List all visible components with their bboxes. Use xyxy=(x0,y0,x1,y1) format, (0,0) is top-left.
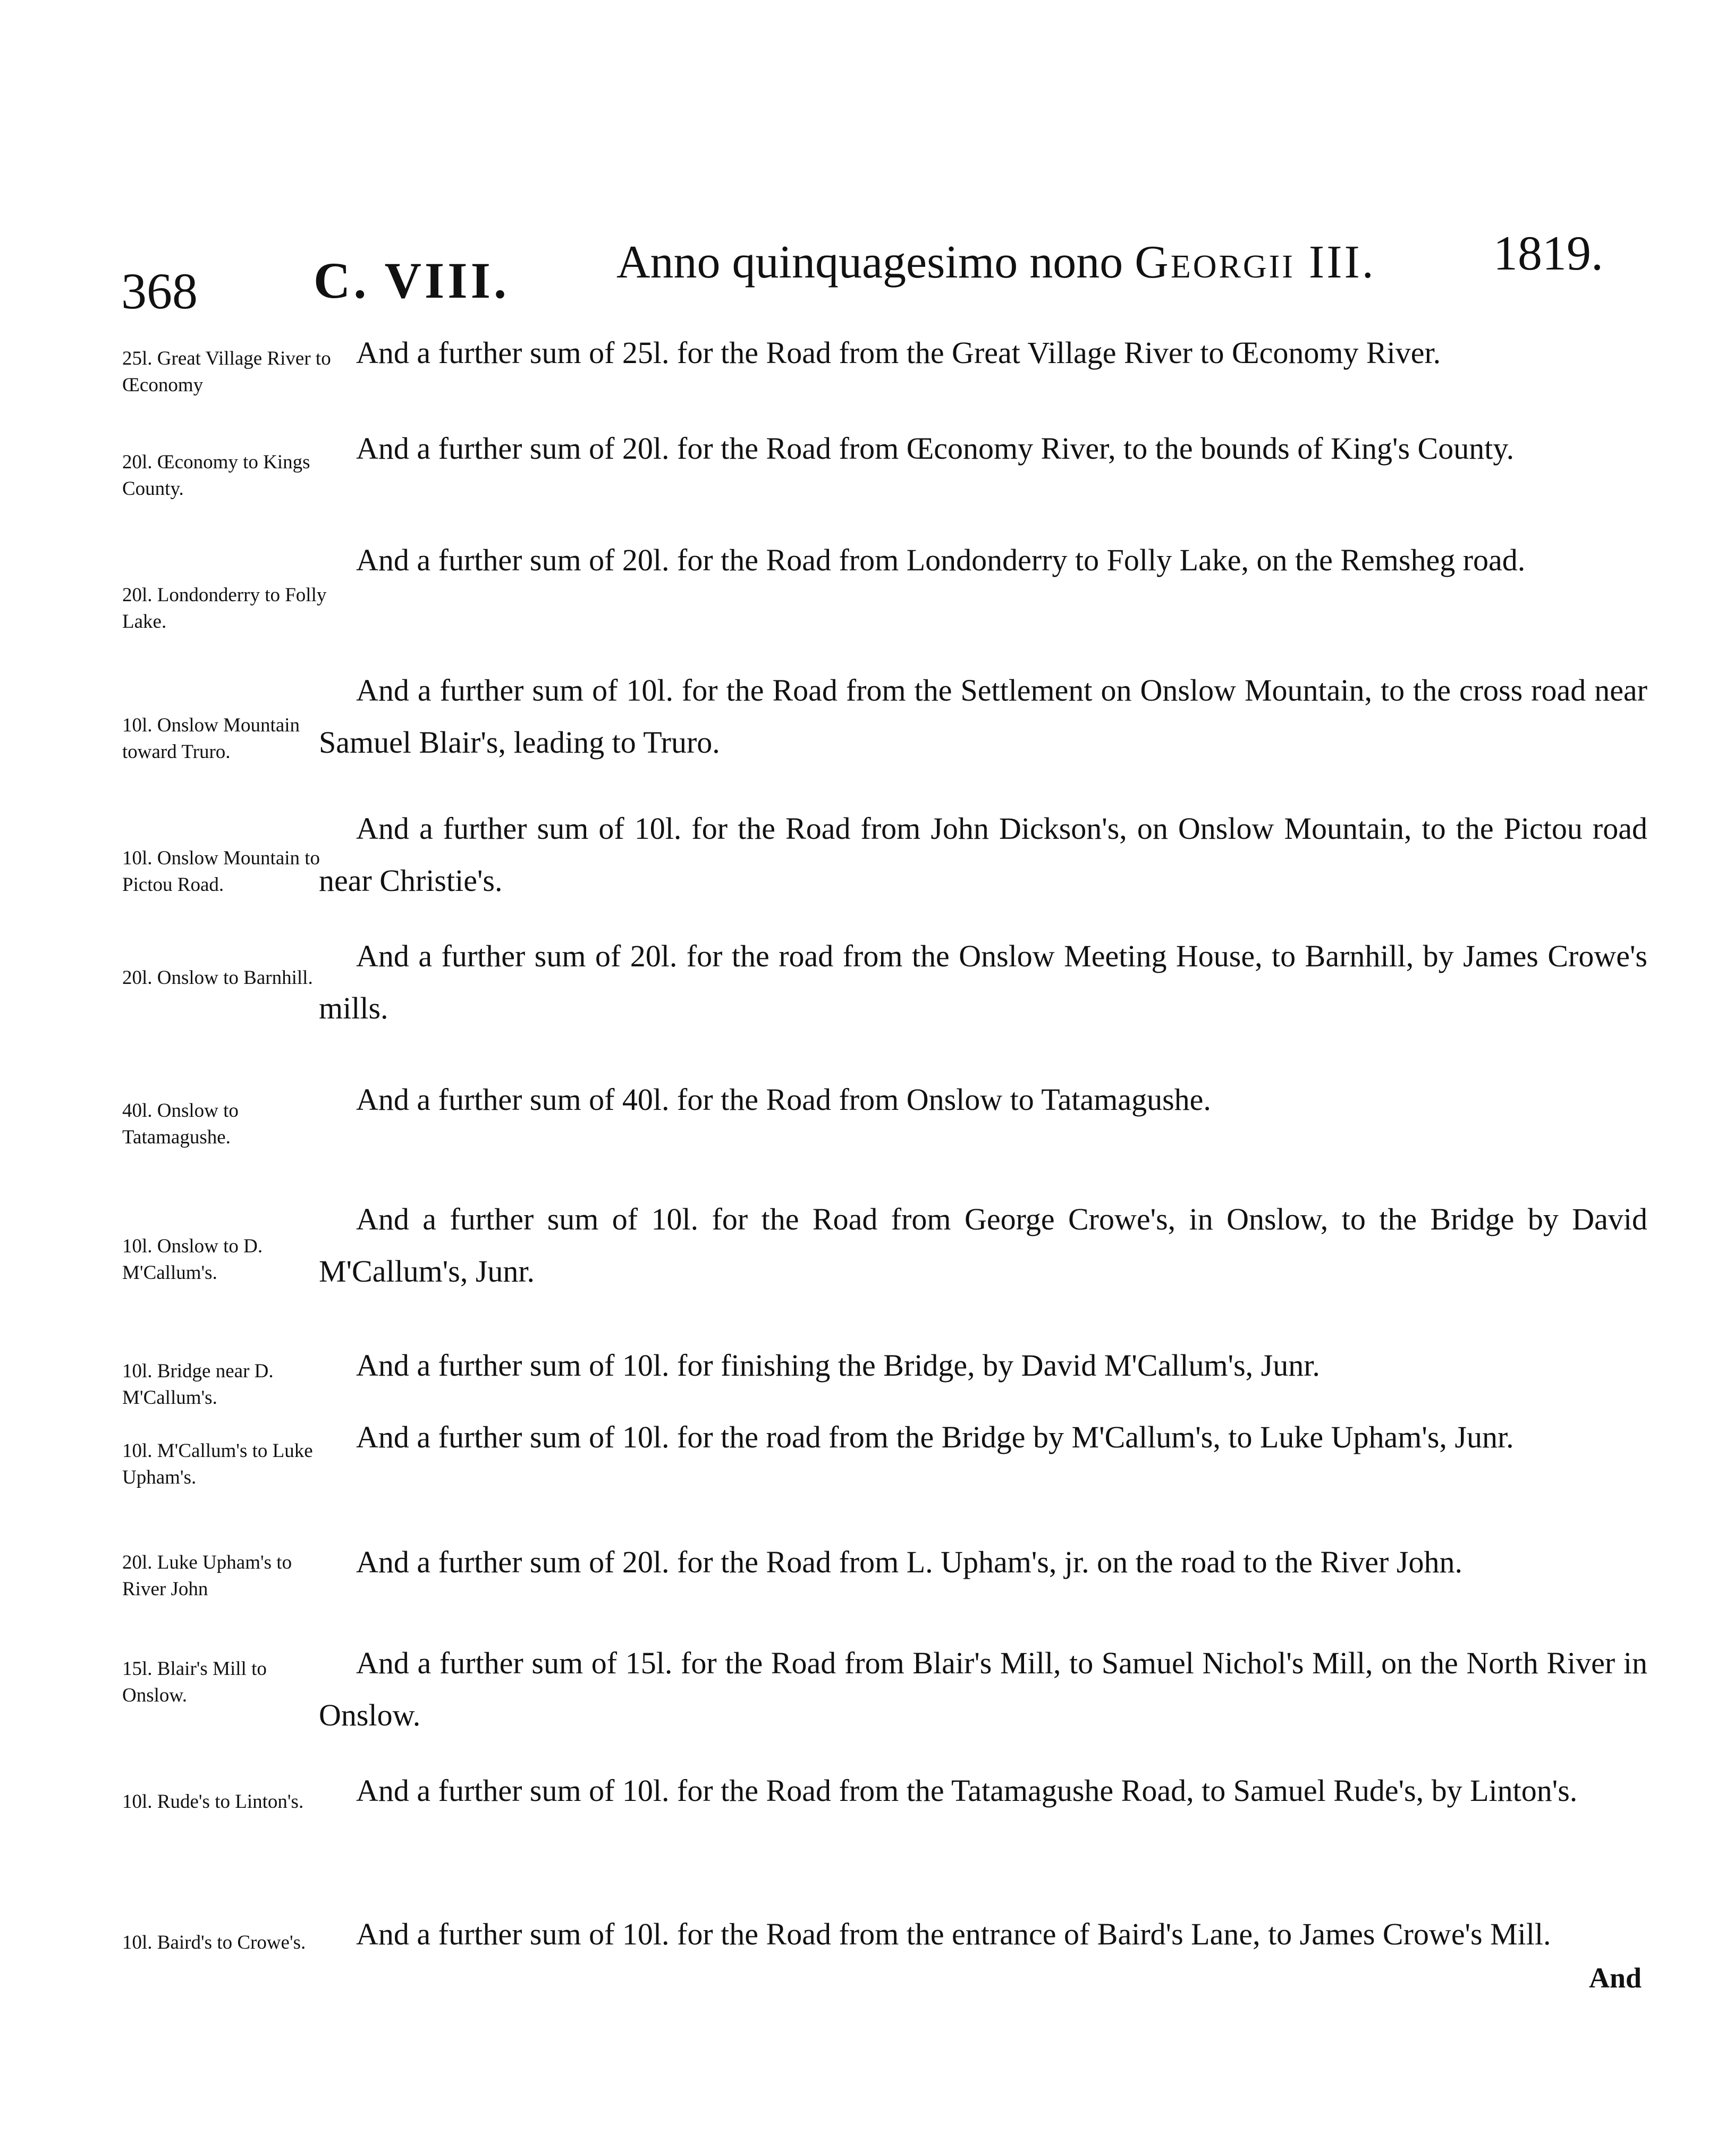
margin-note: 10l. Onslow Mountain toward Truro. xyxy=(122,714,300,763)
entry-paragraph: And a further sum of 10l. for the Road from the entrance of Baird's Lane, to James Crowe's Mill. xyxy=(356,1917,1551,1951)
entry-paragraph: And a further sum of 10l. for the Road from George Crowe's, in Onslow, to the Bridge by David M'Callum's, Junr. xyxy=(319,1202,1647,1288)
entry-paragraph: And a further sum of 10l. for the Road from the Settlement on Onslow Mountain, to the cross road near Samuel Blair's, leading to Truro. xyxy=(319,673,1647,760)
entry-paragraph: And a further sum of 10l. for the Road from John Dickson's, on Onslow Mountain, to the Pictou road near Christie's. xyxy=(319,811,1647,898)
running-title xyxy=(616,239,1376,286)
running-title-caps: Georgii III. xyxy=(1135,237,1376,288)
margin-note: 40l. Onslow to Tatamagushe. xyxy=(122,1100,239,1148)
entry-paragraph: And a further sum of 20l. for the Road from L. Upham's, jr. on the road to the River John. xyxy=(356,1545,1462,1579)
margin-note: 10l. Onslow Mountain to Pictou Road. xyxy=(122,847,320,896)
entry-paragraph: And a further sum of 20l. for the Road from Londonderry to Folly Lake, on the Remsheg road. xyxy=(356,543,1526,577)
margin-note: 20l. Onslow to Barnhill. xyxy=(122,967,313,989)
running-title-main: Anno quinquagesimo nono xyxy=(616,237,1135,288)
entry-paragraph: And a further sum of 20l. for the Road from Œconomy River, to the bounds of King's County. xyxy=(356,431,1515,466)
margin-note: 15l. Blair's Mill to Onslow. xyxy=(122,1658,267,1706)
entry-paragraph: And a further sum of 10l. for finishing the Bridge, by David M'Callum's, Junr. xyxy=(356,1348,1320,1383)
page-number: 368 xyxy=(121,263,198,319)
year-heading: 1819. xyxy=(1493,226,1603,280)
margin-note: 20l. Londonderry to Folly Lake. xyxy=(122,584,327,633)
margin-note: 10l. Onslow to D. M'Callum's. xyxy=(122,1235,263,1284)
entry-paragraph: And a further sum of 40l. for the Road from Onslow to Tatamagushe. xyxy=(356,1082,1211,1117)
chapter-heading: C. VIII. xyxy=(314,252,510,309)
entry-paragraph: And a further sum of 10l. for the road from the Bridge by M'Callum's, to Luke Upham's, Junr. xyxy=(356,1420,1514,1454)
catchword: And xyxy=(1589,1962,1642,1994)
entry-paragraph: And a further sum of 25l. for the Road from the Great Village River to Œconomy River. xyxy=(356,335,1441,370)
entry-paragraph: And a further sum of 10l. for the Road from the Tatamagushe Road, to Samuel Rude's, by Linton's. xyxy=(356,1773,1578,1808)
margin-note: 10l. M'Callum's to Luke Upham's. xyxy=(122,1440,313,1488)
margin-note: 10l. Bridge near D. M'Callum's. xyxy=(122,1360,274,1409)
margin-note: 20l. Œconomy to Kings County. xyxy=(122,451,310,500)
entry-paragraph: And a further sum of 15l. for the Road from Blair's Mill, to Samuel Nichol's Mill, on the North River in Onslow. xyxy=(319,1646,1647,1732)
entry-paragraph: And a further sum of 20l. for the road from the Onslow Meeting House, to Barnhill, by James Crowe's mills. xyxy=(319,939,1647,1025)
margin-note: 20l. Luke Upham's to River John xyxy=(122,1552,292,1600)
margin-note: 25l. Great Village River to Œconomy xyxy=(122,348,331,396)
margin-note: 10l. Baird's to Crowe's. xyxy=(122,1932,306,1953)
margin-note: 10l. Rude's to Linton's. xyxy=(122,1791,304,1813)
